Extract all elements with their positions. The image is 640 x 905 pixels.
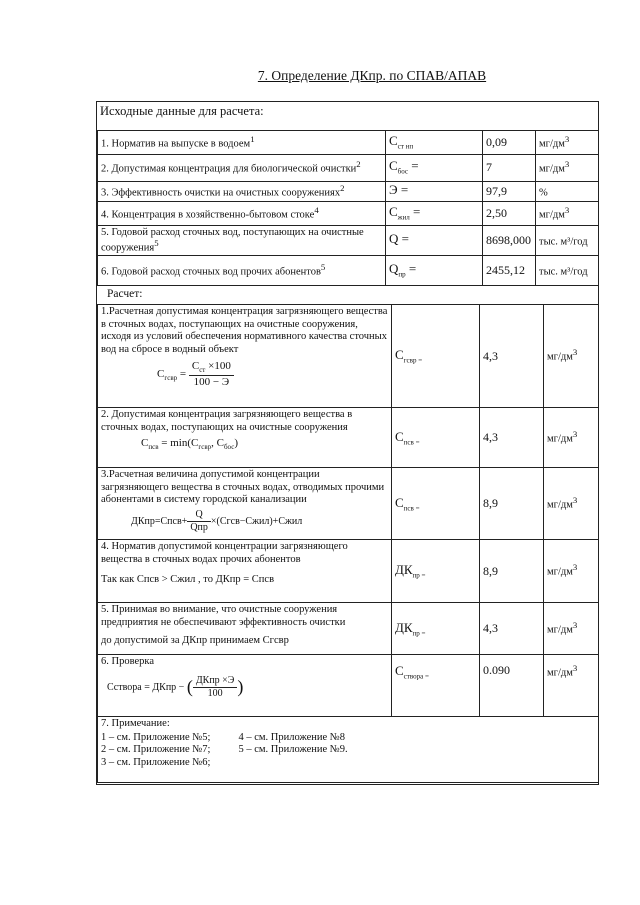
input-table bbox=[97, 130, 599, 286]
calc-value: 0.090 bbox=[480, 655, 544, 717]
calc-text: 2. Допустимая концентрация загрязняющего вещества в сточных водах, поступающих на очистные сооружения bbox=[101, 409, 353, 433]
calc-table bbox=[97, 304, 599, 783]
input-label: 4. Концентрация в хозяйственно-бытовом стоке bbox=[101, 209, 315, 221]
calc-text: 3.Расчетная величина допустимой концентрации загрязняющего вещества в сточных водах, отводимых прочими абонентами в систему городской канализации bbox=[101, 469, 385, 506]
calc-value: 4,3 bbox=[480, 603, 544, 655]
calc-text: 1.Расчетная допустимая концентрация загрязняющего вещества в сточных водах, поступающих на очистные сооружения, исходя из условий обеспечения нормативного качества сточных вод на сбросе в водный объект bbox=[101, 306, 388, 355]
calc-row: 5. Принимая во внимание, что очистные сооружения предприятия не обеспечивают эффективность очистки до допустимой за ДКпр принимаем Сгсвр $ДК_{пр =}$ 4,3 $мг/дм^3$ bbox=[98, 603, 599, 655]
notes-right: 4 – см. Приложение №8 5 – см. Приложение №9. bbox=[238, 731, 348, 756]
input-value: 8698,000 bbox=[483, 226, 536, 256]
notes-left: 1 – см. Приложение №5; 2 – см. Приложение №7; 3 – см. Приложение №6; bbox=[101, 731, 211, 768]
calc-header: Расчет: bbox=[107, 288, 143, 300]
page-title: 7. Определение ДКпр. по СПАВ/АПАВ bbox=[257, 68, 487, 83]
calc-row: 3.Расчетная величина допустимой концентрации загрязняющего вещества в сточных водах, отводимых прочими абонентами в систему городской канализации ДКпр=Спсв+ $\frac{Q}{\text{Qпр}}$ ×(Сгсв−Сжил)+Сжил $С_{псв =}$ 8,9 $мг/дм^3$ bbox=[98, 468, 599, 540]
condition: до допустимой за ДКпр принимаем Сгсвр bbox=[101, 635, 289, 647]
input-row: 3. Эффективность очистки на очистных сооружениях$^2$ Э = 97,9 % bbox=[98, 182, 599, 202]
calc-row: 4. Норматив допустимой концентрации загрязняющего вещества в сточных водах прочих абонентов Так как Спсв > Сжил , то ДКпр = Спсв $ДК_{пр =}$ 8,9 $мг/дм^3$ bbox=[98, 540, 599, 603]
input-value: 2455,12 bbox=[483, 255, 536, 285]
calc-row: 6. Проверка Сстворa = ДКпр − ( $\frac{\text{ДКпр ×Э}}{100}$ ) $С_{створа =}$ 0.090 $мг/дм^3$ bbox=[98, 655, 599, 717]
input-row: 6. Годовой расход сточных вод прочих абонентов$^5$ $Q_{пр}$ = 2455,12 тыс. м³/год bbox=[98, 255, 599, 285]
input-row: 5. Годовой расход сточных вод, поступающих на очистные сооружения$^5$ Q = 8698,000 тыс. м³/год bbox=[98, 226, 599, 256]
calc-value: 4,3 bbox=[480, 408, 544, 468]
calc-value: 8,9 bbox=[480, 540, 544, 603]
formula: $С_{псв} = \min(С_{гсвр}$, $С_{бос}$) bbox=[141, 437, 238, 452]
input-value: 7 bbox=[483, 155, 536, 182]
input-value: 0,09 bbox=[483, 131, 536, 155]
notes-header: 7. Примечание: bbox=[101, 718, 170, 729]
input-label: 3. Эффективность очистки на очистных сооружениях bbox=[101, 187, 341, 199]
calculation-sheet bbox=[96, 101, 599, 785]
calc-row: 1.Расчетная допустимая концентрация загрязняющего вещества в сточных водах, поступающих на очистные сооружения, исходя из условий обеспечения нормативного качества сточных вод на сбросе в водный объект $С_{гсвр}$ = $\frac{С_{ст} \times 100}{100 - Э}$ $С_{гсвр =}$ 4,3 $мг/дм^3$ bbox=[98, 305, 599, 408]
input-label: 6. Годовой расход сточных вод прочих абонентов bbox=[101, 266, 321, 278]
input-row: 1. Норматив на выпуске в водоем$^1$ $С_{ст нп}$ 0,09 $мг/дм^3$ bbox=[98, 131, 599, 155]
calc-value: 4,3 bbox=[480, 305, 544, 408]
input-value: 2,50 bbox=[483, 202, 536, 226]
calc-text: 6. Проверка bbox=[101, 656, 154, 667]
input-label: 1. Норматив на выпуске в водоем bbox=[101, 138, 251, 150]
formula: ДКпр=Спсв+ $\frac{Q}{\text{Qпр}}$ ×(Сгсв−Сжил)+Сжил bbox=[131, 508, 303, 533]
input-header: Исходные данные для расчета: bbox=[100, 104, 264, 118]
calc-row: 2. Допустимая концентрация загрязняющего вещества в сточных водах, поступающих на очистные сооружения $С_{псв} = \min(С_{гсвр}$, $С_{бос}$) $С_{псв =}$ 4,3 $мг/дм^3$ bbox=[98, 408, 599, 468]
formula: $С_{гсвр}$ = $\frac{С_{ст} \times 100}{100 - Э}$ bbox=[101, 356, 388, 393]
input-row: 2. Допустимая концентрация для биологической очистки$^2$ $С_{бос}$ = 7 $мг/дм^3$ bbox=[98, 155, 599, 182]
input-value: 97,9 bbox=[483, 182, 536, 202]
calc-text: 5. Принимая во внимание, что очистные сооружения предприятия не обеспечивают эффективность очистки bbox=[101, 604, 346, 628]
input-label: 5. Годовой расход сточных вод, поступающих на очистные сооружения bbox=[101, 227, 364, 254]
input-label: 2. Допустимая концентрация для биологической очистки bbox=[101, 163, 357, 175]
notes-row bbox=[98, 717, 599, 783]
input-row: 4. Концентрация в хозяйственно-бытовом стоке$^4$ $С_{жил}$ = 2,50 $мг/дм^3$ bbox=[98, 202, 599, 226]
condition: Так как Спсв > Сжил , то ДКпр = Спсв bbox=[101, 574, 275, 586]
calc-text: 4. Норматив допустимой концентрации загрязняющего вещества в сточных водах прочих абонентов bbox=[101, 541, 348, 565]
calc-value: 8,9 bbox=[480, 468, 544, 540]
formula: Сстворa = ДКпр − ( $\frac{\text{ДКпр ×Э}}{100}$ ) bbox=[107, 674, 244, 699]
